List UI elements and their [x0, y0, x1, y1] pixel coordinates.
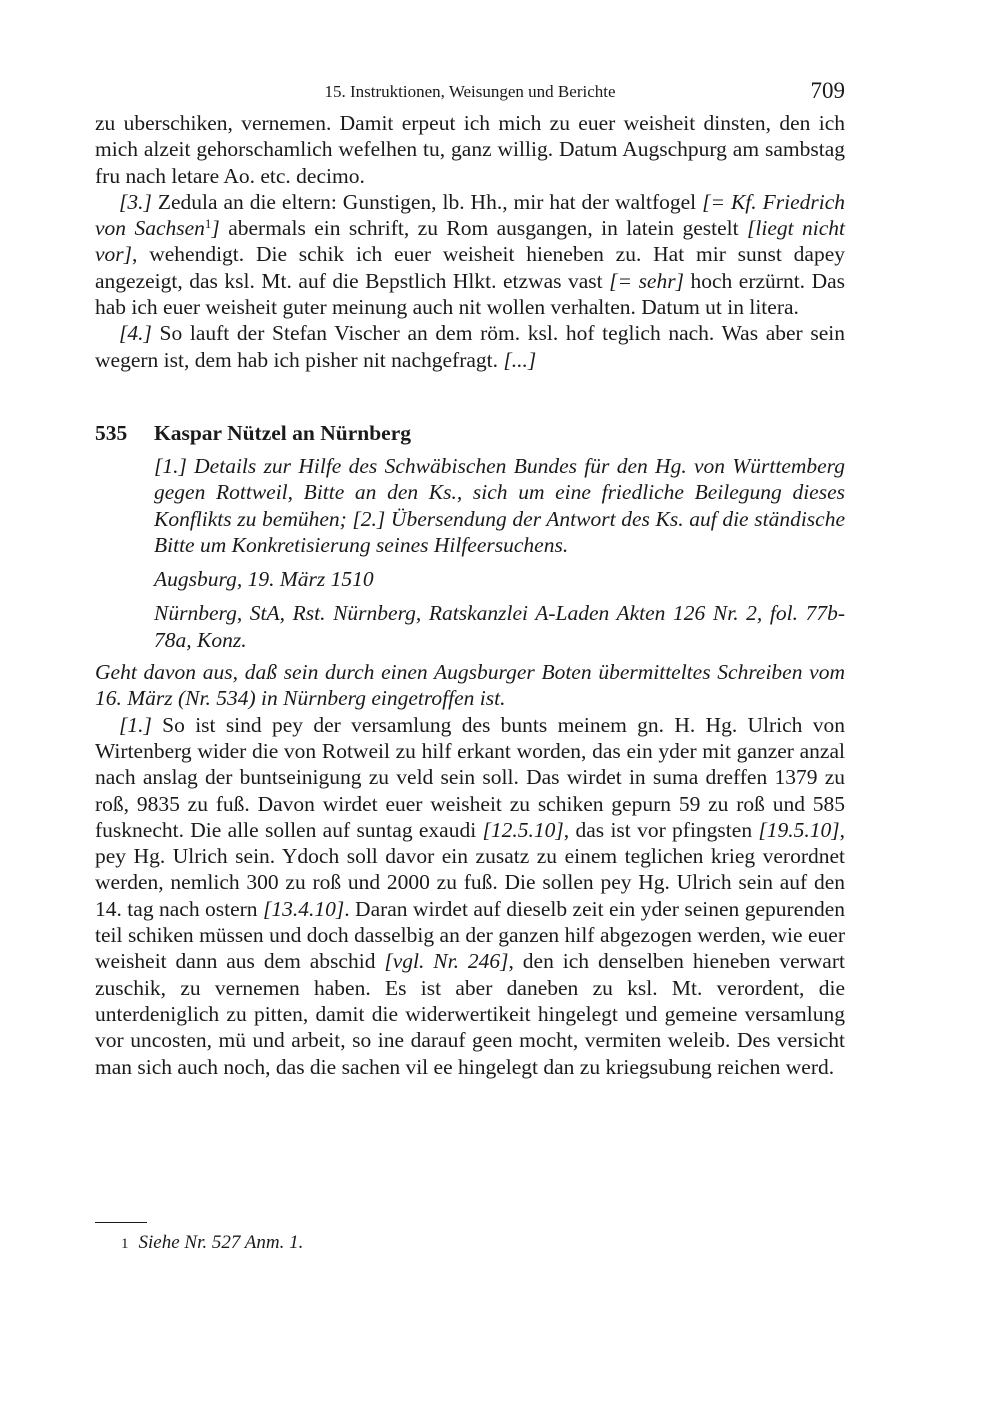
date-annotation: [13.4.10] [263, 896, 345, 921]
footnote-text: Siehe Nr. 527 Anm. 1. [138, 1232, 304, 1253]
editorial-note: [liegt nicht vor] [95, 216, 845, 267]
running-header [95, 74, 845, 110]
main-text: So ist sind pey der versamlung des bunts meinem gn. H. Hg. Ulrich von Wirtenberg wider die von Rotweil zu hilf erkant worden, das ein yder mit ganzer anzal nach anslag der buntseinigung zu veld sein soll. Das wirdet in suma dreffen 1379 zu roß, 9835 zu fuß. Davon wirdet euer weisheit zu schiken gepurn 59 zu roß und 585 fusknecht. Die alle sollen auf suntag exaudi [95, 712, 845, 842]
document-place-date: Augsburg, 19. März 1510 [154, 567, 374, 592]
page-number: 709 [810, 78, 845, 103]
letter-closing-text: zu uberschiken, vernemen. Damit erpeut ich mich zu euer weisheit dinsten, den ich mich alzeit gehorschamlich wefelhen tu, ganz willig. Datum Augschpurg am sambstag fru nach letare Ao. etc. decimo. [95, 111, 845, 188]
main-text: . Daran wirdet auf dieselb zeit ein yder seinen gepurenden teil schiken müssen und doch dasselbig an der ganzen hilf abgezogen werden, wie euer weisheit dann aus dem abschid [95, 896, 845, 974]
footnote-reference[interactable]: 1 [204, 216, 212, 232]
editorial-note: [= sehr] [609, 268, 684, 293]
vischer-text: So lauft der Stefan Vischer an dem röm. ksl. hof teglich nach. Was aber sein wegern ist, dem hab ich pisher nit nachgefragt. [95, 321, 845, 372]
document-source: Nürnberg, StA, Rst. Nürnberg, Ratskanzlei A-Laden Akten 126 Nr. 2, fol. 77b-78a, Konz. [154, 601, 845, 652]
editorial-note-close: ] [211, 216, 220, 241]
omission-marker: [...] [503, 347, 537, 372]
footnotes [95, 1222, 845, 1256]
page [95, 74, 845, 1080]
section-marker: [1.] [119, 712, 152, 737]
date-annotation: [12.5.10] [482, 817, 564, 842]
date-annotation: [19.5.10] [758, 817, 840, 842]
section-marker: [4.] [119, 321, 152, 346]
paragraph-main-text [95, 712, 845, 1080]
main-text: , pey Hg. Ulrich sein. Ydoch soll davor ein zusatz zu einem teglichen krieg verordnet werden, nemlich 300 zu roß und 2000 zu fuß. Die sollen pey Hg. Ulrich sein auf den 14. tag nach ostern [95, 817, 845, 921]
document-intro: Geht davon aus, daß sein durch einen Augsburger Boten übermitteltes Schreiben vom 16. März (Nr. 534) in Nürnberg eingetroffen ist. [95, 660, 845, 711]
zedula-text: hoch erzürnt. Das hab ich euer weisheit guter meinung auch nit wollen verhalten. Datum ut in litera. [95, 268, 846, 320]
document-number: 535 [95, 420, 128, 445]
zedula-text: abermals ein schrift, zu Rom ausgangen, in latein gestelt [219, 216, 747, 241]
running-title: 15. Instruktionen, Weisungen und Berichte [324, 82, 616, 101]
zedula-text: , wehendigt. Die schik ich euer weisheit hieneben zu. Hat mir sunst dapey angezeigt, das ksl. Mt. auf die Bepstlich Hlkt. etzwas vast [95, 242, 845, 293]
paragraph-letter-closing [95, 110, 845, 189]
paragraph-vischer [95, 320, 845, 373]
main-text: , das ist vor pfingsten [563, 817, 759, 842]
footnote [95, 1231, 845, 1256]
paragraph-zedula [95, 189, 845, 320]
document-regest [154, 453, 845, 653]
footnote-rule [95, 1222, 147, 1223]
editorial-note: [= Kf. Friedrich von Sachsen [95, 189, 845, 241]
footnote-mark: 1 [121, 1236, 129, 1252]
document-heading [95, 419, 845, 447]
document-title: Kaspar Nützel an Nürnberg [154, 420, 412, 445]
cross-reference[interactable]: [vgl. Nr. 246] [384, 949, 509, 974]
main-text: , den ich denselben hieneben verwart zuschik, zu vernemen haben. Es ist aber daneben zu ksl. Mt. verordent, die unterdeniglich zu pitten, damit die widerwertikeit hingelegt und gemeine versamlung vor uncosten, mü und arbeit, so ine darauf geen mocht, vermiten weleib. Des versicht man sich auch noch, das die sachen vil ee hingelegt dan zu kriegsubung reichen werd. [95, 949, 845, 1079]
section-marker: [3.] [119, 189, 152, 214]
document-summary: [1.] Details zur Hilfe des Schwäbischen Bundes für den Hg. von Württemberg gegen Rottweil, Bitte an den Ks., sich um eine friedliche Beilegung dieses Konflikts zu bemühen; [2.] Übersendung der Antwort des Ks. auf die ständische Bitte um Konkretisierung seines Hilfeersuchens. [154, 453, 845, 557]
zedula-text: Zedula an die eltern: Gunstigen, lb. Hh., mir hat der waltfogel [151, 189, 703, 214]
